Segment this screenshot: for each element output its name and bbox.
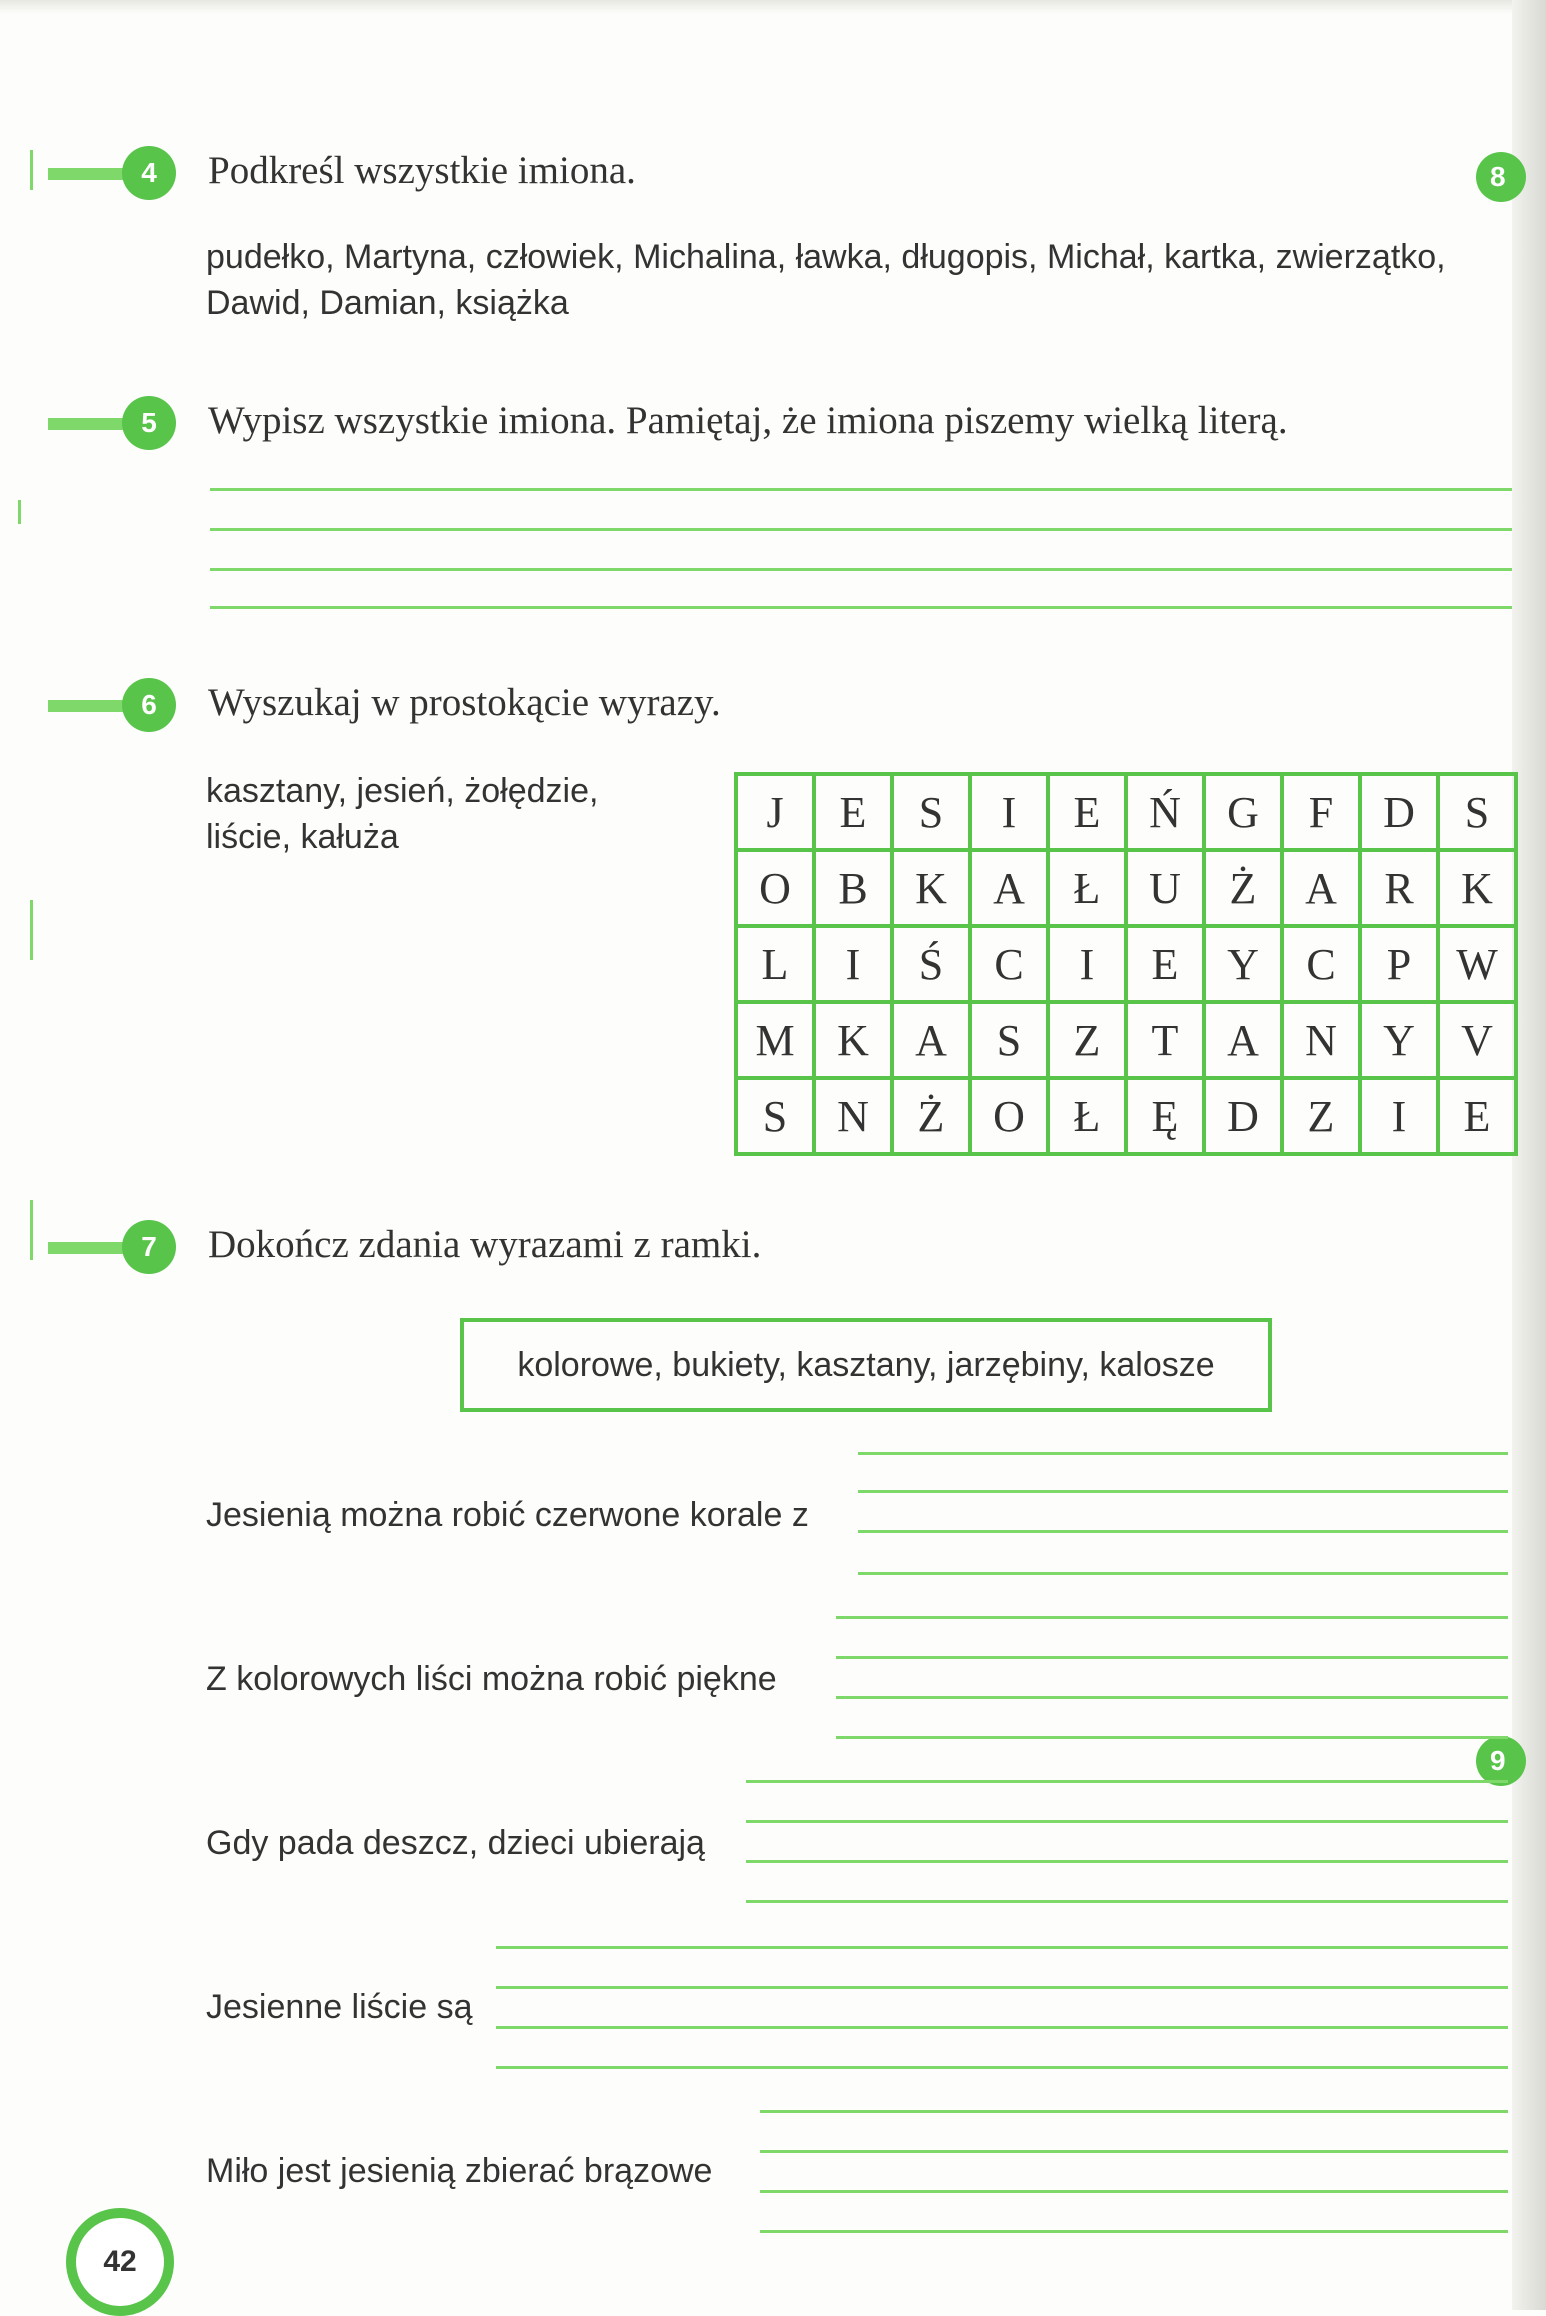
grid-cell[interactable]: K	[892, 850, 970, 926]
writing-line[interactable]	[496, 1986, 1508, 1989]
grid-cell[interactable]: C	[1282, 926, 1360, 1002]
grid-row	[736, 850, 1516, 926]
writing-line[interactable]	[858, 1530, 1508, 1533]
word-list: pudełko, Martyna, człowiek, Michalina, ławka, długopis, Michał, kartka, zwierzątko,	[206, 238, 1446, 276]
writing-line[interactable]	[496, 2066, 1508, 2069]
grid-cell[interactable]: A	[1204, 1002, 1282, 1078]
grid-cell[interactable]: S	[1438, 774, 1516, 850]
grid-cell[interactable]: Ż	[1204, 850, 1282, 926]
grid-cell[interactable]: R	[1360, 850, 1438, 926]
sentence: Jesienne liście są	[206, 1988, 473, 2026]
writing-line[interactable]	[210, 568, 1512, 571]
grid-cell[interactable]: D	[1204, 1078, 1282, 1154]
writing-line[interactable]	[836, 1696, 1508, 1699]
page-number-text: 42	[103, 2245, 137, 2278]
exercise-number: 5	[122, 396, 176, 450]
grid-cell[interactable]: P	[1360, 926, 1438, 1002]
writing-line[interactable]	[210, 488, 1512, 491]
sentence: Gdy pada deszcz, dzieci ubierają	[206, 1824, 705, 1862]
grid-cell[interactable]: I	[1048, 926, 1126, 1002]
grid-cell[interactable]: I	[1360, 1078, 1438, 1154]
writing-line[interactable]	[760, 2150, 1508, 2153]
grid-cell[interactable]: E	[1126, 926, 1204, 1002]
word-list: liście, kałuża	[206, 818, 399, 856]
grid-cell[interactable]: U	[1126, 850, 1204, 926]
exercise-number: 4	[122, 146, 176, 200]
exercise-instruction: Podkreśl wszystkie imiona.	[208, 149, 636, 192]
writing-line[interactable]	[746, 1820, 1508, 1823]
writing-line[interactable]	[760, 2110, 1508, 2113]
grid-cell[interactable]: I	[814, 926, 892, 1002]
grid-cell[interactable]: B	[814, 850, 892, 926]
word-list: kasztany, jesień, żołędzie,	[206, 772, 599, 810]
grid-cell[interactable]: Ń	[1126, 774, 1204, 850]
writing-line[interactable]	[496, 1946, 1508, 1949]
grid-cell[interactable]: I	[970, 774, 1048, 850]
grid-cell[interactable]: T	[1126, 1002, 1204, 1078]
grid-cell[interactable]: S	[970, 1002, 1048, 1078]
writing-line[interactable]	[746, 1860, 1508, 1863]
grid-cell[interactable]: N	[814, 1078, 892, 1154]
writing-line[interactable]	[760, 2230, 1508, 2233]
grid-row	[736, 926, 1516, 1002]
writing-line[interactable]	[210, 606, 1512, 609]
grid-cell[interactable]: Ł	[1048, 850, 1126, 926]
grid-row	[736, 1002, 1516, 1078]
page-number	[66, 2208, 174, 2316]
grid-cell[interactable]: S	[736, 1078, 814, 1154]
writing-line[interactable]	[746, 1900, 1508, 1903]
grid-cell[interactable]: O	[736, 850, 814, 926]
side-tab-next-page[interactable]: 8	[1476, 152, 1526, 202]
grid-cell[interactable]: G	[1204, 774, 1282, 850]
writing-line[interactable]	[746, 1780, 1508, 1783]
grid-cell[interactable]: D	[1360, 774, 1438, 850]
writing-line[interactable]	[836, 1616, 1508, 1619]
exercise-instruction: Dokończ zdania wyrazami z ramki.	[208, 1223, 762, 1266]
sentence: Jesienią można robić czerwone korale z	[206, 1496, 809, 1534]
grid-cell[interactable]: Ś	[892, 926, 970, 1002]
grid-cell[interactable]: W	[1438, 926, 1516, 1002]
writing-line[interactable]	[836, 1656, 1508, 1659]
grid-cell[interactable]: J	[736, 774, 814, 850]
margin-mark	[30, 1200, 33, 1260]
grid-cell[interactable]: Z	[1048, 1002, 1126, 1078]
grid-cell[interactable]: Ę	[1126, 1078, 1204, 1154]
grid-cell[interactable]: Y	[1360, 1002, 1438, 1078]
grid-cell[interactable]: V	[1438, 1002, 1516, 1078]
grid-cell[interactable]: E	[1048, 774, 1126, 850]
margin-mark	[18, 500, 21, 524]
grid-cell[interactable]: K	[1438, 850, 1516, 926]
writing-line[interactable]	[836, 1736, 1508, 1739]
margin-mark	[30, 900, 33, 960]
side-tab-next-page[interactable]: 9	[1476, 1736, 1526, 1786]
grid-cell[interactable]: E	[814, 774, 892, 850]
page-top-shadow	[0, 0, 1546, 14]
word-list: Dawid, Damian, książka	[206, 284, 569, 322]
grid-cell[interactable]: A	[1282, 850, 1360, 926]
grid-cell[interactable]: A	[970, 850, 1048, 926]
margin-mark	[30, 150, 33, 190]
grid-cell[interactable]: C	[970, 926, 1048, 1002]
grid-cell[interactable]: Y	[1204, 926, 1282, 1002]
word-box	[460, 1318, 1272, 1412]
grid-row	[736, 774, 1516, 850]
writing-line[interactable]	[210, 528, 1512, 531]
grid-row	[736, 1078, 1516, 1154]
grid-cell[interactable]: L	[736, 926, 814, 1002]
sentence: Z kolorowych liści można robić piękne	[206, 1660, 777, 1698]
writing-line[interactable]	[858, 1490, 1508, 1493]
grid-cell[interactable]: S	[892, 774, 970, 850]
grid-cell[interactable]: Ż	[892, 1078, 970, 1154]
grid-cell[interactable]: A	[892, 1002, 970, 1078]
sentence: Miło jest jesienią zbierać brązowe	[206, 2152, 713, 2190]
writing-line[interactable]	[858, 1572, 1508, 1575]
grid-cell[interactable]: K	[814, 1002, 892, 1078]
grid-cell[interactable]: Ł	[1048, 1078, 1126, 1154]
grid-cell[interactable]: N	[1282, 1002, 1360, 1078]
grid-cell[interactable]: Z	[1282, 1078, 1360, 1154]
exercise-instruction: Wyszukaj w prostokącie wyrazy.	[208, 681, 721, 724]
word-box-text: kolorowe, bukiety, kasztany, jarzębiny, kalosze	[517, 1345, 1215, 1384]
exercise-number: 6	[122, 678, 176, 732]
grid-cell[interactable]: F	[1282, 774, 1360, 850]
grid-cell[interactable]: M	[736, 1002, 814, 1078]
grid-cell[interactable]: O	[970, 1078, 1048, 1154]
exercise-number: 7	[122, 1220, 176, 1274]
writing-line[interactable]	[760, 2190, 1508, 2193]
word-search-grid	[734, 772, 1518, 1156]
writing-line[interactable]	[858, 1452, 1508, 1455]
grid-cell[interactable]: E	[1438, 1078, 1516, 1154]
writing-line[interactable]	[496, 2026, 1508, 2029]
exercise-instruction: Wypisz wszystkie imiona. Pamiętaj, że imiona piszemy wielką literą.	[208, 399, 1288, 442]
